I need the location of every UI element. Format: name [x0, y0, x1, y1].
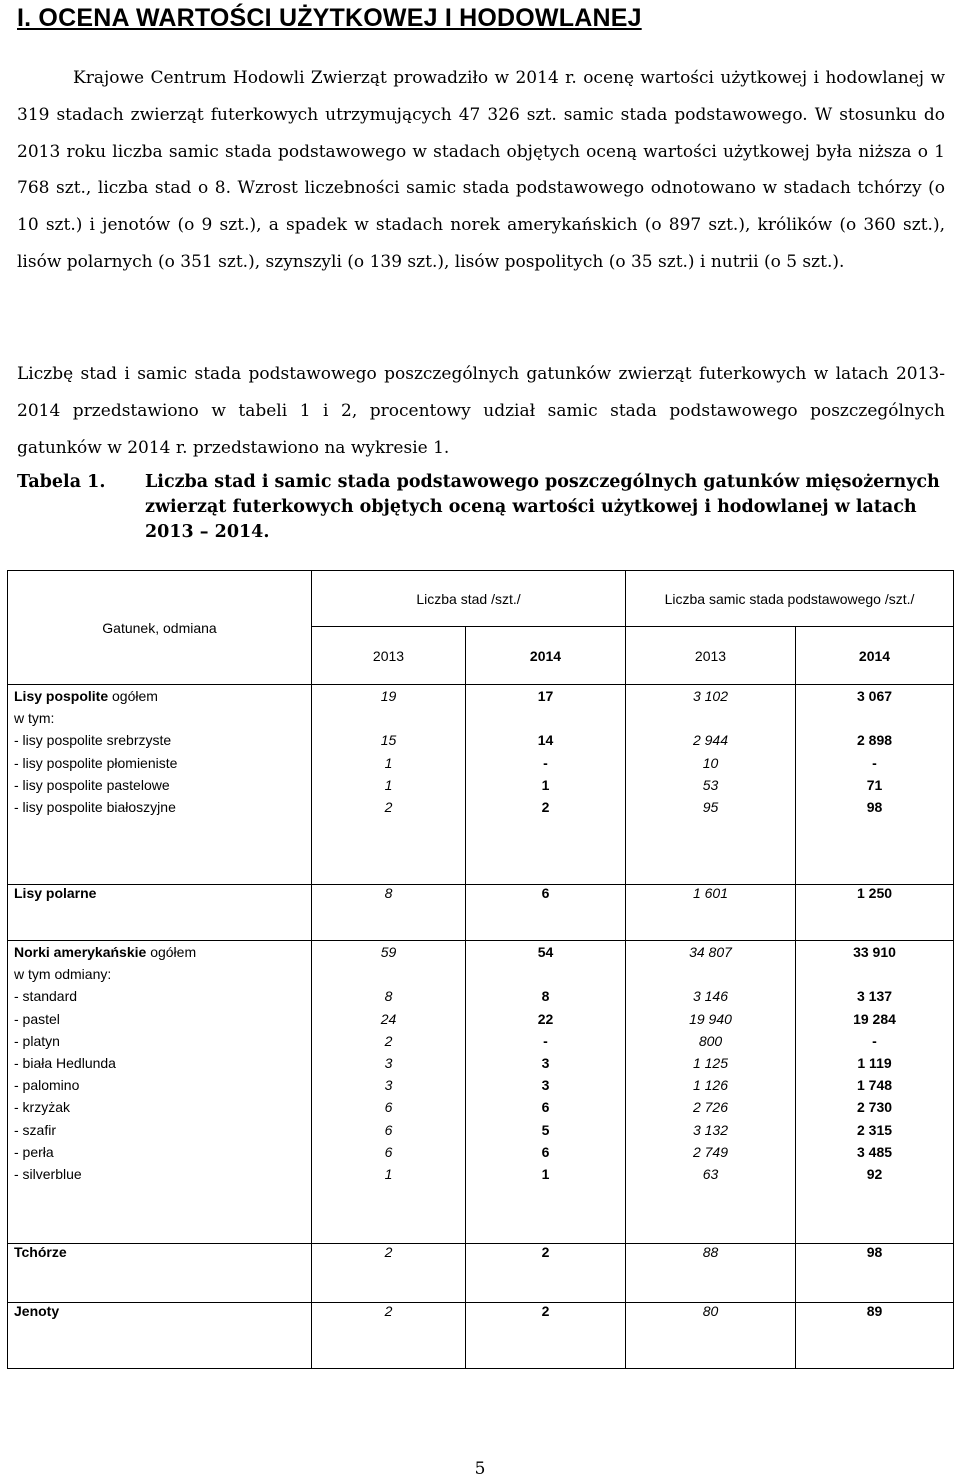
- row-name: - pastel: [14, 1010, 60, 1027]
- row-name: - lisy pospolite pastelowe: [14, 776, 170, 793]
- intro-paragraph: Krajowe Centrum Hodowli Zwierząt prowadziło w 2014 r. ocenę wartości użytkowej i hodowlanej w 319 stadach zwierząt futerkowych utrzymujących 47 326 szt. samic stada podstawowego. W stosunku do 2013 roku liczba samic stada podstawowego w stadach objętych oceną wartości użytkowej była niższa o 1 768 szt., liczba stad o 8. Wzrost liczebności samic stada podstawowego odnotowano w stadach tchórzy (o 10 szt.) i jenotów (o 9 szt.), a spadek w stadach norek amerykańskich (o 897 szt.), królików (o 360 szt.), lisów polarnych (o 351 szt.), szynszyli (o 139 szt.), lisów pospolitych (o 35 szt.) i nutrii (o 5 szt.).: [17, 68, 945, 272]
- row-name: Norki amerykańskie ogółem: [14, 944, 197, 960]
- row-name: Lisy polarne: [8, 885, 312, 941]
- header-females: Liczba samic stada podstawowego /szt./: [626, 571, 954, 627]
- norki-herds-2014: 54 8 22 - 3 3 6 5 6 1: [466, 941, 626, 1244]
- row-name: Jenoty: [8, 1303, 312, 1369]
- row-name: - krzyżak: [14, 1099, 70, 1116]
- row-name: - palomino: [14, 1077, 80, 1094]
- table-row-jenoty: Jenoty 2 2 80 89: [8, 1303, 954, 1369]
- header-year-2014-females: 2014: [796, 627, 954, 685]
- herds-table: [7, 570, 954, 1369]
- row-name: Lisy pospolite ogółem: [14, 688, 158, 704]
- section-heading: I. OCENA WARTOŚCI UŻYTKOWEJ I HODOWLANEJ: [17, 4, 642, 32]
- table-caption-label: Tabela 1.: [17, 472, 106, 492]
- table-caption-text: Liczba stad i samic stada podstawowego poszczególnych gatunków mięsożernych zwierząt futerkowych objętych oceną wartości użytkowej i hodowlanej w latach 2013 – 2014.: [145, 472, 940, 542]
- norki-females-2013: 34 807 3 146 19 940 800 1 125 1 126 2 726 3 132 2 749 63: [626, 941, 796, 1244]
- lisy-names-cell: [8, 685, 312, 885]
- header-herds: Liczba stad /szt./: [312, 571, 626, 627]
- header-year-2014-herds: 2014: [466, 627, 626, 685]
- table-reference-paragraph: Liczbę stad i samic stada podstawowego poszczególnych gatunków zwierząt futerkowych w latach 2013-2014 przedstawiono w tabeli 1 i 2, procentowy udział samic stada podstawowego poszczególnych gatunków w 2014 r. przedstawiono na wykresie 1.: [17, 364, 945, 458]
- row-name: - szafir: [14, 1121, 56, 1138]
- lisy-herds-2014: 17 14 - 1 2: [466, 685, 626, 885]
- row-name: - standard: [14, 988, 78, 1005]
- row-name: - lisy pospolite białoszyjne: [14, 798, 176, 815]
- sub-header: w tym odmiany:: [14, 966, 112, 983]
- row-name: Tchórze: [8, 1244, 312, 1303]
- row-name: - biała Hedlunda: [14, 1054, 116, 1071]
- row-name: - perła: [14, 1143, 54, 1160]
- lisy-herds-2013: 19 15 1 1 2: [312, 685, 466, 885]
- row-name: - platyn: [14, 1032, 60, 1049]
- page-number: 5: [474, 1459, 486, 1479]
- row-name: - lisy pospolite srebrzyste: [14, 732, 172, 749]
- sub-header: w tym:: [14, 710, 55, 727]
- lisy-females-2013: 3 102 2 944 10 53 95: [626, 685, 796, 885]
- table-row-lisy-pospolite: [8, 685, 954, 885]
- norki-herds-2013: 59 8 24 2 3 3 6 6 6 1: [312, 941, 466, 1244]
- header-species: Gatunek, odmiana: [8, 571, 312, 685]
- lisy-females-2014: 3 067 2 898 - 71 98: [796, 685, 954, 885]
- header-year-2013-females: 2013: [626, 627, 796, 685]
- header-year-2013-herds: 2013: [312, 627, 466, 685]
- table-row-norki: [8, 941, 954, 1244]
- norki-females-2014: 33 910 3 137 19 284 - 1 119 1 748 2 730 2 315 3 485 92: [796, 941, 954, 1244]
- table-row-lisy-polarne: Lisy polarne 8 6 1 601 1 250: [8, 885, 954, 941]
- row-name: - lisy pospolite płomieniste: [14, 754, 178, 771]
- norki-names-cell: [8, 941, 312, 1244]
- table-row-tchorze: Tchórze 2 2 88 98: [8, 1244, 954, 1303]
- row-name: - silverblue: [14, 1165, 82, 1182]
